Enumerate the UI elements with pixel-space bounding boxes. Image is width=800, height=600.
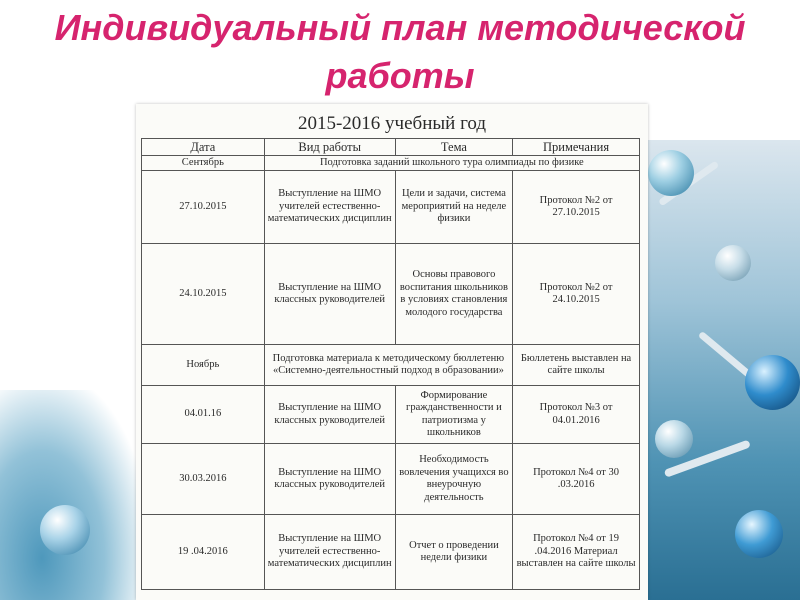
header-work-type: Вид работы xyxy=(264,139,395,156)
cell-notes: Протокол №2 от 27.10.2015 xyxy=(513,171,640,244)
cell-work-type: Выступление на ШМО классных руководителей xyxy=(264,444,395,515)
cell-topic: Основы правового воспитания школьников в условиях становления молодого государства xyxy=(395,244,512,345)
table-row xyxy=(142,345,640,386)
table-row xyxy=(142,515,640,590)
cell-topic: Формирование гражданственности и патриотизма у школьников xyxy=(395,386,512,444)
molecule-atom xyxy=(715,245,751,281)
cell-notes: Протокол №4 от 30 .03.2016 xyxy=(513,444,640,515)
cell-date: 27.10.2015 xyxy=(142,171,265,244)
slide-title: Индивидуальный план методической работы xyxy=(54,7,746,96)
cell-notes: Протокол №4 от 19 .04.2016 Материал выставлен на сайте школы xyxy=(513,515,640,590)
cell-date: 24.10.2015 xyxy=(142,244,265,345)
cell-date: 04.01.16 xyxy=(142,386,265,444)
cell-work-type: Подготовка материала к методическому бюллетеню «Системно-деятельностный подход в образовании» xyxy=(264,345,512,386)
table-row xyxy=(142,244,640,345)
cell-notes: Протокол №2 от 24.10.2015 xyxy=(513,244,640,345)
cell-work-type: Выступление на ШМО учителей естественно-математических дисциплин xyxy=(264,515,395,590)
cell-date: Сентябрь xyxy=(142,156,265,171)
cell-work-type: Выступление на ШМО классных руководителей xyxy=(264,386,395,444)
academic-year-heading: 2015-2016 учебный год xyxy=(297,113,487,134)
cell-notes: Протокол №3 от 04.01.2016 xyxy=(513,386,640,444)
background-gradient-left xyxy=(0,390,140,600)
method-work-table xyxy=(141,138,640,590)
table-row xyxy=(142,386,640,444)
cell-topic: Отчет о проведении недели физики xyxy=(395,515,512,590)
cell-work-type: Выступление на ШМО учителей естественно-математических дисциплин xyxy=(264,171,395,244)
table-row xyxy=(142,156,640,171)
cell-topic: Цели и задачи, система мероприятий на неделе физики xyxy=(395,171,512,244)
header-notes: Примечания xyxy=(513,139,640,156)
cell-notes: Бюллетень выставлен на сайте школы xyxy=(513,345,640,386)
cell-work-type: Выступление на ШМО классных руководителей xyxy=(264,244,395,345)
header-date: Дата xyxy=(142,139,265,156)
molecule-atom xyxy=(40,505,90,555)
cell-date: 19 .04.2016 xyxy=(142,515,265,590)
cell-topic: Необходимость вовлечения учащихся во внеурочную деятельность xyxy=(395,444,512,515)
table-row xyxy=(142,171,640,244)
cell-date: Ноябрь xyxy=(142,345,265,386)
molecule-atom xyxy=(735,510,783,558)
molecule-atom xyxy=(745,355,800,410)
cell-date: 30.03.2016 xyxy=(142,444,265,515)
molecule-atom xyxy=(655,420,693,458)
plan-sheet xyxy=(136,104,648,600)
table-row xyxy=(142,444,640,515)
header-topic: Тема xyxy=(395,139,512,156)
table-header-row xyxy=(142,139,640,156)
cell-merged-task: Подготовка заданий школьного тура олимпиады по физике xyxy=(264,156,639,171)
molecule-atom xyxy=(648,150,694,196)
